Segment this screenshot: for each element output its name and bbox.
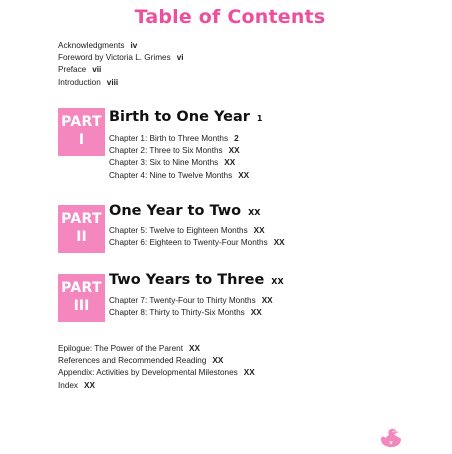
- entry-label: Acknowledgments: [58, 41, 125, 50]
- entry-label: Foreword by Victoria L. Grimes: [58, 53, 171, 63]
- chapter-entry[interactable]: [109, 157, 249, 169]
- part-1-chapters: [109, 133, 249, 182]
- chapter-page: XX: [261, 296, 273, 305]
- chapter-label: Chapter 4: Nine to Twelve Months: [109, 170, 233, 180]
- entry-label: Epilogue: The Power of the Parent: [58, 344, 184, 353]
- part-title-text: Two Years to Three: [109, 272, 265, 288]
- entry-label: Appendix: Activities by Developmental Milestones: [58, 368, 238, 378]
- part-numeral: I: [78, 132, 85, 148]
- chapter-page: XX: [273, 238, 285, 248]
- entry-page: viii: [106, 77, 119, 87]
- entry-page: XX: [189, 344, 200, 353]
- chapter-page: XX: [228, 146, 240, 156]
- chapter-label: Chapter 1: Birth to Three Months: [109, 134, 229, 143]
- part-numeral: III: [73, 298, 90, 314]
- chapter-page: XX: [253, 226, 265, 235]
- chapter-entry[interactable]: [109, 307, 273, 319]
- part-title-page: XX: [248, 208, 261, 217]
- toc-entry[interactable]: [58, 77, 184, 89]
- entry-page: vi: [176, 53, 184, 63]
- chapter-label: Chapter 5: Twelve to Eighteen Months: [109, 226, 248, 235]
- toc-entry[interactable]: [58, 380, 255, 392]
- entry-page: XX: [84, 380, 95, 390]
- chapter-page: XX: [250, 308, 262, 318]
- chapter-page: 2: [234, 134, 239, 143]
- toc-entry[interactable]: [58, 52, 184, 64]
- page-title: Table of Contents: [134, 6, 326, 28]
- chapter-page: XX: [224, 158, 236, 168]
- part-2-badge: [58, 205, 105, 253]
- part-1-title[interactable]: [109, 109, 262, 125]
- part-numeral: II: [76, 229, 87, 245]
- entry-page: vii: [92, 65, 102, 75]
- chapter-label: Chapter 3: Six to Nine Months: [109, 158, 219, 168]
- toc-entry[interactable]: [58, 367, 255, 379]
- part-word: PART: [61, 211, 102, 227]
- part-3-badge: [58, 274, 105, 322]
- part-2-chapters: [109, 225, 285, 249]
- part-title-text: One Year to Two: [109, 203, 242, 219]
- entry-page: iv: [130, 41, 138, 50]
- toc-entry[interactable]: [58, 343, 255, 355]
- entry-label: Preface: [58, 65, 87, 75]
- chapter-entry[interactable]: [109, 145, 249, 157]
- chapter-page: XX: [238, 170, 250, 180]
- part-1-badge: [58, 108, 105, 156]
- entry-label: Introduction: [58, 77, 101, 87]
- chapter-label: Chapter 6: Eighteen to Twenty-Four Months: [109, 238, 268, 248]
- chapter-entry[interactable]: [109, 237, 285, 249]
- part-3-chapters: [109, 295, 273, 319]
- part-title-page: 1: [256, 114, 263, 123]
- toc-entry[interactable]: [58, 40, 184, 52]
- chapter-entry[interactable]: [109, 133, 249, 145]
- part-title-page: XX: [271, 277, 284, 286]
- toc-entry[interactable]: [58, 355, 255, 367]
- part-3-title[interactable]: [109, 272, 284, 288]
- entry-page: XX: [243, 368, 255, 378]
- entry-label: References and Recommended Reading: [58, 356, 207, 366]
- chapter-entry[interactable]: [109, 295, 273, 307]
- part-title-text: Birth to One Year: [109, 109, 250, 125]
- chapter-label: Chapter 8: Thirty to Thirty-Six Months: [109, 308, 245, 318]
- part-word: PART: [61, 280, 102, 296]
- entry-page: XX: [212, 356, 224, 366]
- chapter-label: Chapter 2: Three to Six Months: [109, 146, 223, 156]
- toc-entry[interactable]: [58, 64, 184, 76]
- chapter-entry[interactable]: [109, 225, 285, 237]
- front-matter-list: [58, 40, 184, 89]
- duck-icon: [379, 427, 403, 454]
- part-word: PART: [61, 114, 102, 130]
- entry-label: Index: [58, 380, 79, 390]
- chapter-entry[interactable]: [109, 170, 249, 182]
- part-2-title[interactable]: [109, 203, 260, 219]
- chapter-label: Chapter 7: Twenty-Four to Thirty Months: [109, 296, 256, 305]
- page-number: v: [389, 440, 393, 446]
- back-matter-list: [58, 343, 255, 392]
